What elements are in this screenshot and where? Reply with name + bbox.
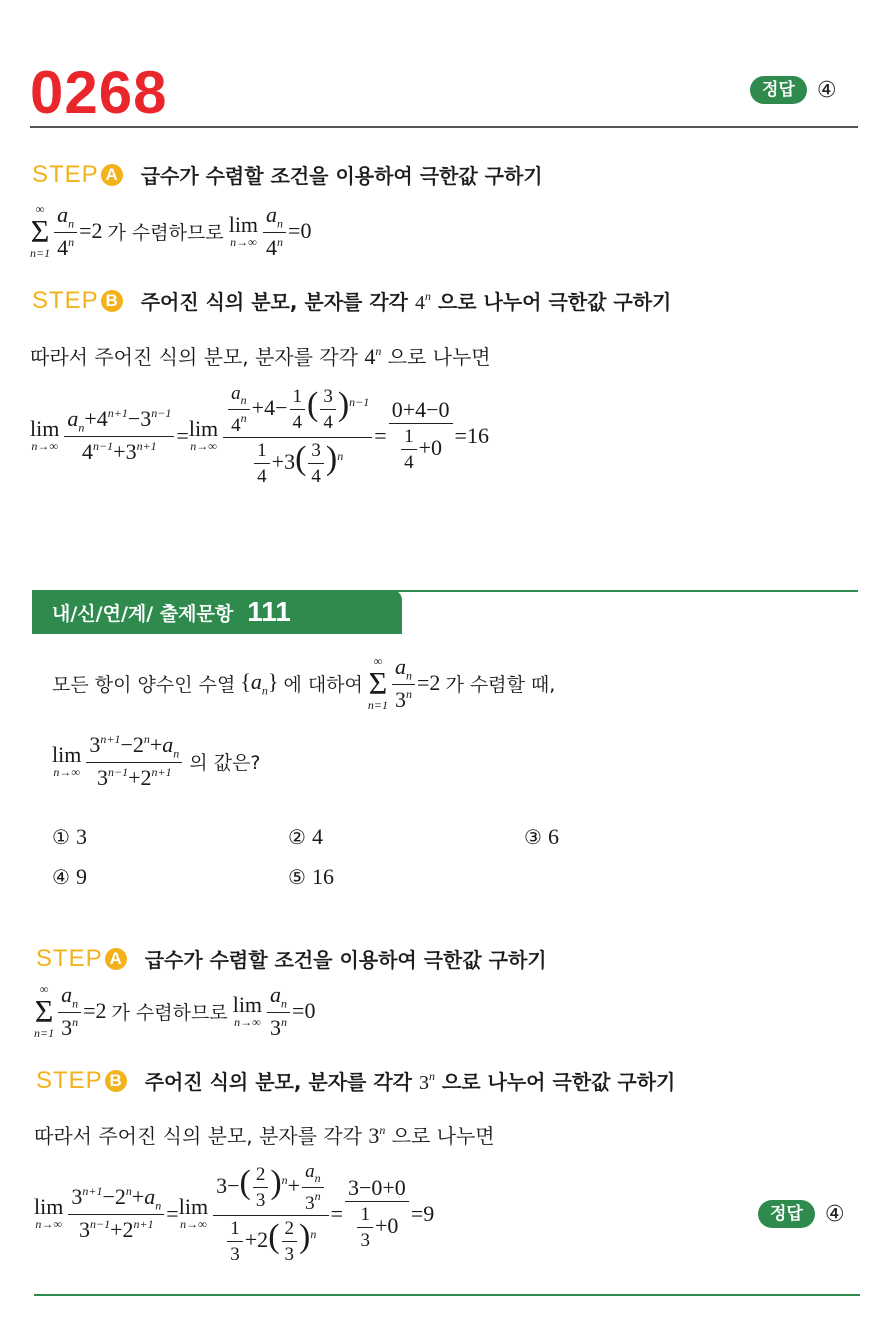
question-line2-post: 의 값은? bbox=[189, 751, 261, 774]
limit-derivation-2: lim n→∞ $\frac{3^{n+1}-2^n+a_n}{3^{n-1}+2^{n+1}}$ = lim n→∞ 3−( $\frac{2}{3}$ )$^n$+ $\frac{a_n}{3^n}$ $\frac{1}{3}$ +2( $\frac{2}{3}$ )$^n$ = 3−0+0 $\frac{1}{3}$ +0 = 9 bbox=[34, 1160, 435, 1266]
question-line-2: lim n→∞ $\frac{3^{n+1}-2^n+a_n}{3^{n-1}+2^{n+1}}$ 의 값은? bbox=[52, 732, 261, 791]
choice-mark: ② bbox=[288, 825, 306, 849]
choice-3[interactable] bbox=[524, 824, 559, 850]
result-2: 9 bbox=[423, 1200, 435, 1226]
choice-value: 6 bbox=[547, 824, 559, 849]
divide-text-1: 따라서 주어진 식의 분모, 분자를 각각 4$^n$ 으로 나누면 bbox=[30, 344, 491, 369]
divide-post: 으로 나누면 bbox=[391, 1124, 495, 1148]
header-rule bbox=[30, 126, 858, 128]
step-title: 주어진 식의 분모, 분자를 각각 3$^n$ 으로 나누어 극한값 구하기 bbox=[144, 1069, 676, 1094]
choice-mark: ③ bbox=[524, 825, 542, 849]
divide-post: 으로 나누면 bbox=[387, 345, 491, 369]
choice-2[interactable] bbox=[288, 824, 323, 850]
answer-box bbox=[750, 76, 837, 104]
divide-pre: 따라서 주어진 식의 분모, 분자를 각각 bbox=[30, 345, 365, 369]
choice-5[interactable] bbox=[288, 864, 334, 890]
step-letter-b: B bbox=[105, 1070, 127, 1092]
answer-value: ④ bbox=[824, 1201, 845, 1227]
step-word: STEP bbox=[36, 944, 103, 972]
step-a-header-1 bbox=[32, 160, 543, 189]
step-title-post: 으로 나누어 극한값 구하기 bbox=[437, 290, 672, 314]
choice-1[interactable] bbox=[52, 824, 87, 850]
footer-line bbox=[34, 1294, 860, 1296]
step-title: 급수가 수렴할 조건을 이용하여 극한값 구하기 bbox=[144, 948, 547, 972]
step-title: 주어진 식의 분모, 분자를 각각 4$^n$ 으로 나누어 극한값 구하기 bbox=[140, 289, 672, 314]
question-line1-post: 가 수렴할 때, bbox=[445, 673, 556, 696]
banner-label: 내/신/연/계/ 출제문항 bbox=[52, 602, 234, 625]
converge-text: 가 수렴하므로 bbox=[111, 1001, 228, 1024]
answer-box-2 bbox=[758, 1200, 845, 1228]
step-b-header-2 bbox=[36, 1066, 675, 1095]
step-letter-b: B bbox=[101, 290, 123, 312]
question-line1-mid: 에 대하여 bbox=[283, 673, 363, 696]
step-word: STEP bbox=[36, 1066, 103, 1094]
related-problem-banner bbox=[32, 590, 402, 634]
series-condition-2: ∞ Σ n=1 $\frac{a_n}{3^n}$ =2 가 수렴하므로 lim n→∞ $\frac{a_n}{3^n}$ =0 bbox=[34, 982, 316, 1041]
divide-text-2: 따라서 주어진 식의 분모, 분자를 각각 3$^n$ 으로 나누면 bbox=[34, 1123, 495, 1148]
question-line-1: 모든 항이 양수인 수열 $\{a_n\}$ 에 대하여 ∞ Σ n=1 $\frac{a_n}{3^n}$ =2 가 수렴할 때, bbox=[52, 654, 556, 713]
step-title-pre: 주어진 식의 분모, 분자를 각각 bbox=[140, 290, 415, 314]
step-letter-a: A bbox=[101, 164, 123, 186]
choice-mark: ⑤ bbox=[288, 865, 306, 889]
series-condition-1: ∞ Σ n=1 $\frac{a_n}{4^n}$ =2 가 수렴하므로 lim n→∞ $\frac{a_n}{4^n}$ =0 bbox=[30, 202, 312, 261]
choice-4[interactable] bbox=[52, 864, 87, 890]
step-title: 급수가 수렴할 조건을 이용하여 극한값 구하기 bbox=[140, 164, 543, 188]
choice-value: 3 bbox=[75, 824, 87, 849]
choice-value: 16 bbox=[311, 864, 334, 889]
step-word: STEP bbox=[32, 286, 99, 314]
step-letter-a: A bbox=[105, 948, 127, 970]
choice-value: 9 bbox=[75, 864, 87, 889]
step-title-pre: 주어진 식의 분모, 분자를 각각 bbox=[144, 1070, 419, 1094]
choice-value: 4 bbox=[311, 824, 323, 849]
choice-mark: ① bbox=[52, 825, 70, 849]
step-title-post: 으로 나누어 극한값 구하기 bbox=[441, 1070, 676, 1094]
banner-line bbox=[380, 590, 858, 592]
answer-badge: 정답 bbox=[758, 1200, 815, 1228]
answer-value: ④ bbox=[816, 77, 837, 103]
step-word: STEP bbox=[32, 160, 99, 188]
problem-number: 0268 bbox=[30, 59, 168, 126]
converge-text: 가 수렴하므로 bbox=[107, 221, 224, 244]
answer-badge: 정답 bbox=[750, 76, 807, 104]
step-a-header-2 bbox=[36, 944, 547, 973]
banner-number: 111 bbox=[247, 596, 291, 627]
question-line1-pre: 모든 항이 양수인 수열 bbox=[52, 673, 236, 696]
result-1: 16 bbox=[466, 422, 489, 448]
choice-mark: ④ bbox=[52, 865, 70, 889]
limit-derivation-1: lim n→∞ $\frac{a_n+4^{n+1}-3^{n-1}}{4^{n-1}+3^{n+1}}$ = lim n→∞ $\frac{a_n}{4^n}$ +4− $\frac{1}{4}$ ( $\frac{3}{4}$ )$^{n-1}$ $\frac{1}{4}$ +3( $\frac{3}{4}$ )$^n$ = 0+4−0 $\frac{1}{4}$ +0 = 16 bbox=[30, 382, 489, 488]
step-b-header-1 bbox=[32, 286, 671, 315]
divide-pre: 따라서 주어진 식의 분모, 분자를 각각 bbox=[34, 1124, 369, 1148]
